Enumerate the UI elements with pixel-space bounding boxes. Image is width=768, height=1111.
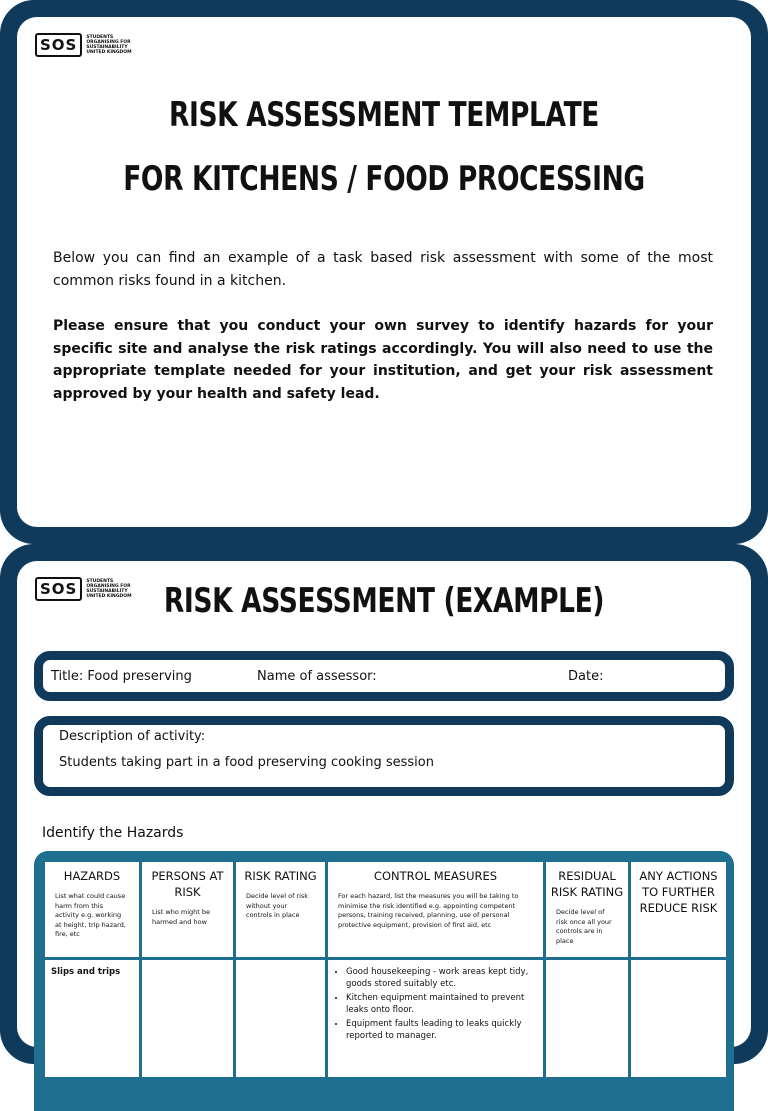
example-card: [0, 544, 768, 1064]
hazard-text: Slips and trips: [51, 967, 121, 977]
assessor-field[interactable]: Name of assessor:: [257, 668, 377, 684]
logo-text: STUDENTS ORGANISING FOR SUSTAINABILITY UNITED KINGDOM: [86, 578, 132, 600]
column-subtitle: For each hazard, list the measures you will be taking to minimise the risk identified e.g. appointing competent persons, training received, planning, use of personal protective equipment, provision of first aid, etc: [338, 892, 519, 929]
column-header: [235, 861, 327, 959]
example-card-body: [17, 561, 751, 1047]
description-label: Description of activity:: [59, 729, 206, 744]
intro-card: [0, 0, 768, 544]
column-title: ANY ACTIONS TO FURTHER REDUCE RISK: [639, 869, 718, 915]
column-subtitle: List who might be harmed and how: [152, 908, 211, 926]
page-title-line2: FOR KITCHENS / FOOD PROCESSING: [123, 159, 645, 199]
intro-card-body: [17, 17, 751, 527]
controls-list: [334, 966, 537, 1042]
hazards-table: [42, 859, 729, 1080]
list-item: • Kitchen equipment maintained to prevent leaks onto floor.: [346, 992, 537, 1016]
notice-paragraph: Please ensure that you conduct your own survey to identify hazards for your specific site and analyse the risk ratings accordingly. You will also need to use the appropriate template needed for your institution, and get your risk assessment approved by your health and safety lead.: [53, 318, 713, 402]
column-header: [44, 861, 141, 959]
sos-logo: [35, 33, 132, 57]
intro-paragraph: Below you can find an example of a task based risk assessment with some of the most common risks found in a kitchen.: [53, 250, 713, 289]
column-header: [545, 861, 630, 959]
rating-cell[interactable]: [235, 959, 327, 1079]
page-title-line1: RISK ASSESSMENT TEMPLATE: [168, 95, 600, 135]
hazard-cell[interactable]: [44, 959, 141, 1079]
form-title-field[interactable]: Title: Food preserving: [51, 668, 192, 684]
column-header: [327, 861, 545, 959]
column-title: PERSONS AT RISK: [151, 869, 224, 899]
column-subtitle: Decide level of risk without your controls in place: [246, 892, 309, 919]
column-subtitle: List what could cause harm from this activity e.g. working at height, trip hazard, fire, etc: [55, 892, 126, 938]
persons-cell[interactable]: [141, 959, 235, 1079]
column-header: [141, 861, 235, 959]
column-title: RESIDUAL RISK RATING: [550, 869, 624, 899]
section-heading: Identify the Hazards: [42, 825, 184, 841]
logo-mark: SOS: [35, 33, 82, 57]
hazards-table-wrap: [34, 851, 734, 1111]
list-item: • Good housekeeping - work areas kept tidy, goods stored suitably etc.: [346, 966, 537, 990]
column-header: [630, 861, 728, 959]
actions-cell[interactable]: [630, 959, 728, 1079]
description-value[interactable]: Students taking part in a food preserving cooking session: [59, 755, 434, 770]
date-field[interactable]: Date:: [568, 668, 604, 684]
description-box: [34, 716, 734, 796]
column-title: HAZARDS: [63, 869, 121, 883]
residual-cell[interactable]: [545, 959, 630, 1079]
table-row: [44, 959, 728, 1079]
form-header-box: [34, 651, 734, 701]
example-title: RISK ASSESSMENT (EXAMPLE): [163, 581, 605, 621]
table-header-row: [44, 861, 728, 959]
logo-mark: SOS: [35, 577, 82, 601]
controls-cell[interactable]: [327, 959, 545, 1079]
logo-text: STUDENTS ORGANISING FOR SUSTAINABILITY UNITED KINGDOM: [86, 34, 132, 56]
list-item: • Equipment faults leading to leaks quickly reported to manager.: [346, 1018, 537, 1042]
column-subtitle: Decide level of risk once all your controls are in place: [556, 908, 612, 945]
column-title: RISK RATING: [244, 869, 317, 883]
column-title: CONTROL MEASURES: [373, 869, 498, 883]
